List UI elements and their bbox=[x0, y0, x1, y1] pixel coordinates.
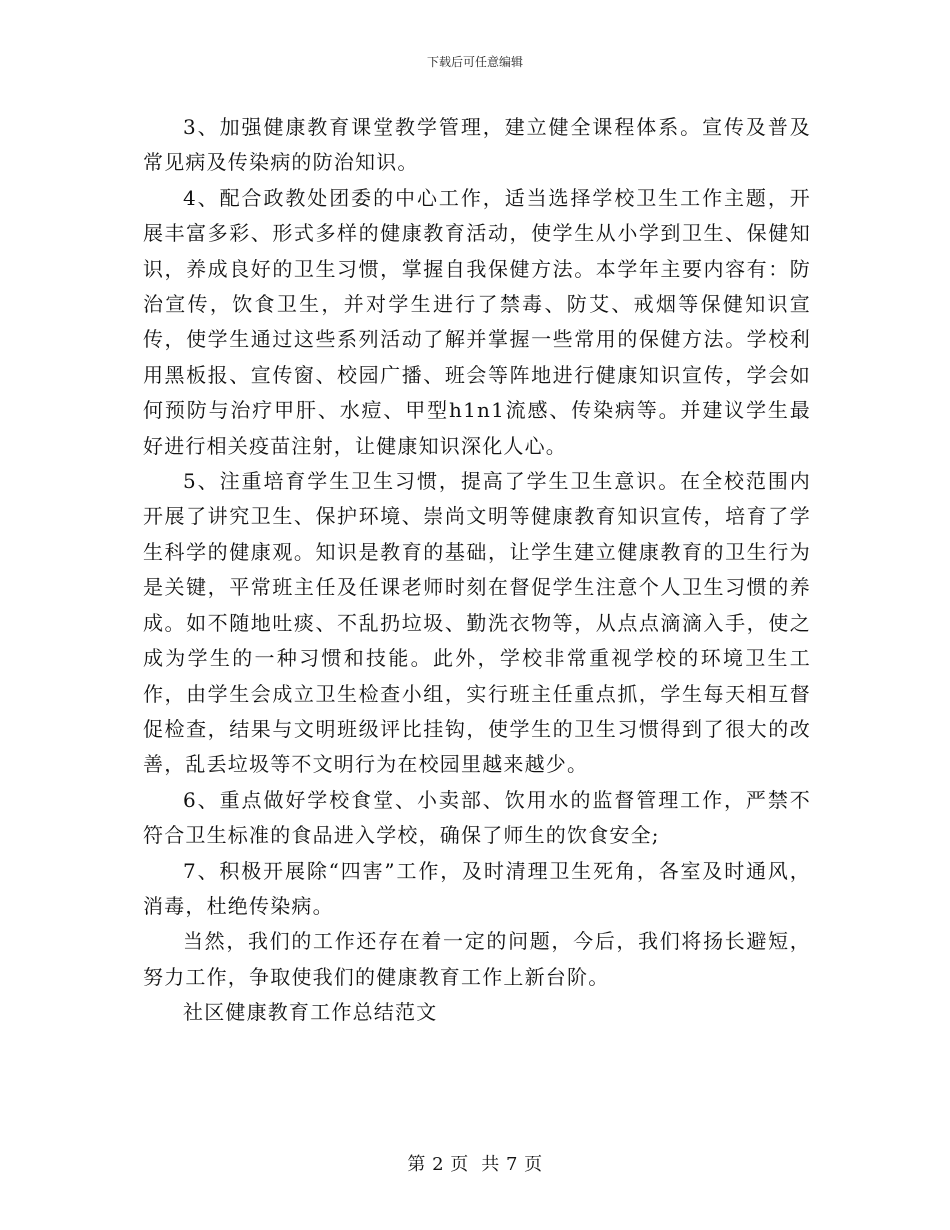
page-label-prefix: 第 bbox=[407, 1154, 426, 1175]
page-label-suffix: 页 bbox=[524, 1154, 543, 1175]
paragraph-item-4: 4、配合政教处团委的中心工作，适当选择学校卫生工作主题，开展丰富多彩、形式多样的健康教育活动，使学生从小学到卫生、保健知识，养成良好的卫生习惯，掌握自我保健方法。本学年主要内容有：防治宣传，饮食卫生，并对学生进行了禁毒、防艾、戒烟等保健知识宣传，使学生通过这些系列活动了解并掌握一些常用的保健方法。学校利用黑板报、宣传窗、校园广播、班会等阵地进行健康知识宣传，学会如何预防与治疗甲肝、水痘、甲型h1n1流感、传染病等。并建议学生最好进行相关疫苗注射，让健康知识深化人心。 bbox=[143, 185, 811, 458]
paragraph-item-5: 5、注重培育学生卫生习惯，提高了学生卫生意识。在全校范围内开展了讲究卫生、保护环境、崇尚文明等健康教育知识宣传，培育了学生科学的健康观。知识是教育的基础，让学生建立健康教育的卫生行为是关键，平常班主任及任课老师时刻在督促学生注意个人卫生习惯的养成。如不随地吐痰、不乱扔垃圾、勤洗衣物等，从点点滴滴入手，使之成为学生的一种习惯和技能。此外，学校非常重视学校的环境卫生工作，由学生会成立卫生检查小组，实行班主任重点抓，学生每天相互督促检查，结果与文明班级评比挂钩，使学生的卫生习惯得到了很大的改善，乱丢垃圾等不文明行为在校园里越来越少。 bbox=[143, 469, 811, 777]
paragraph-item-6: 6、重点做好学校食堂、小卖部、饮用水的监督管理工作，严禁不符合卫生标准的食品进入学校，确保了师生的饮食安全; bbox=[143, 787, 811, 848]
page-label-middle: 页 共 bbox=[450, 1154, 500, 1175]
paragraph-conclusion: 当然，我们的工作还存在着一定的问题，今后，我们将扬长避短，努力工作，争取使我们的健康教育工作上新台阶。 bbox=[143, 929, 811, 989]
total-page-count: 7 bbox=[505, 1154, 518, 1175]
page-header: 下载后可任意编辑 bbox=[426, 55, 523, 69]
page-number-footer bbox=[0, 1153, 950, 1177]
current-page-number: 2 bbox=[432, 1154, 445, 1175]
next-section-title: 社区健康教育工作总结范文 bbox=[183, 1000, 438, 1025]
document-body bbox=[143, 110, 811, 1031]
paragraph-item-7: 7、积极开展除“四害”工作，及时清理卫生死角，各室及时通风，消毒，杜绝传染病。 bbox=[143, 858, 811, 918]
paragraph-item-3: 3、加强健康教育课堂教学管理，建立健全课程体系。宣传及普及常见病及传染病的防治知识。 bbox=[143, 115, 811, 175]
